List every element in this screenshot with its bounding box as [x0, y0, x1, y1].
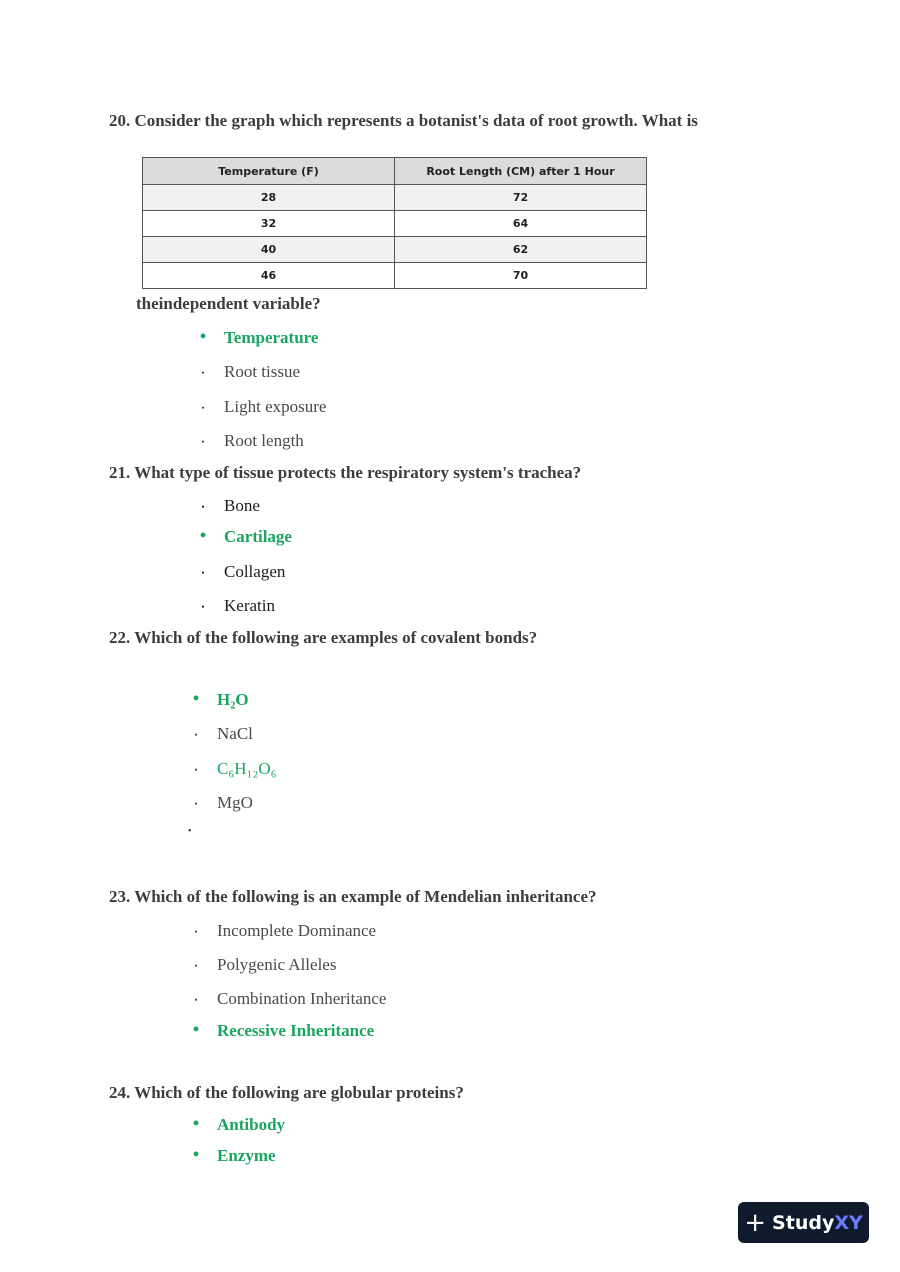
bullet-icon: • — [192, 1113, 200, 1133]
bullet-icon: • — [194, 799, 198, 809]
q22-option-mgo: • MgO — [217, 793, 253, 813]
root-growth-table — [142, 157, 647, 289]
q24-option-antibody: • Antibody — [217, 1115, 285, 1135]
question-text: Consider the graph which represents a botanist's data of root growth. What is — [134, 111, 698, 130]
q22-option-nacl: • NaCl — [217, 724, 253, 744]
q20-option-root-length: • Root length — [224, 431, 304, 451]
question-text: What type of tissue protects the respiratory system's trachea? — [134, 463, 582, 482]
bullet-icon: • — [194, 961, 198, 971]
table-cell: 72 — [395, 185, 647, 211]
table-cell: 62 — [395, 237, 647, 263]
bullet-icon: • — [199, 326, 207, 346]
question-number: 21. — [109, 463, 131, 482]
q24-option-enzyme: • Enzyme — [217, 1146, 276, 1166]
table-cell: 70 — [395, 263, 647, 289]
bullet-icon: • — [201, 502, 205, 512]
table-row — [143, 185, 647, 211]
question-text: Which of the following are examples of covalent bonds? — [134, 628, 538, 647]
q23-option-combination-inheritance: • Combination Inheritance — [217, 989, 386, 1009]
question-number: 20. — [109, 111, 131, 130]
question-24-title — [109, 1083, 464, 1103]
question-text: Which of the following are globular proteins? — [134, 1083, 464, 1102]
q22-option-glucose: • C₆H₁₂O₆ — [217, 759, 277, 779]
table-header-temperature: Temperature (F) — [143, 158, 395, 185]
question-22-title — [109, 628, 537, 648]
q21-option-cartilage: • Cartilage — [224, 527, 292, 547]
table-row — [143, 263, 647, 289]
q20-option-root-tissue: • Root tissue — [224, 362, 300, 382]
brand-name-study: Study — [772, 1211, 835, 1234]
plus-icon: + — [744, 1207, 767, 1238]
table-row — [143, 237, 647, 263]
question-number: 23. — [109, 887, 131, 906]
question-number: 22. — [109, 628, 131, 647]
question-number: 24. — [109, 1083, 131, 1102]
empty-bullet-icon: • — [188, 826, 192, 837]
q23-option-recessive-inheritance: • Recessive Inheritance — [217, 1021, 374, 1041]
table-cell: 40 — [143, 237, 395, 263]
question-23-title — [109, 887, 597, 907]
table-header-root-length: Root Length (CM) after 1 Hour — [395, 158, 647, 185]
q20-option-light-exposure: • Light exposure — [224, 397, 326, 417]
q22-option-h2o: • H₂O — [217, 690, 249, 710]
question-20-title-continued: theindependent variable? — [136, 294, 321, 313]
q23-option-incomplete-dominance: • Incomplete Dominance — [217, 921, 376, 941]
brand-name-xy: XY — [834, 1211, 863, 1234]
q21-option-bone: • Bone — [224, 496, 260, 516]
question-21-title — [109, 463, 581, 483]
bullet-icon: • — [192, 688, 200, 708]
q23-option-polygenic-alleles: • Polygenic Alleles — [217, 955, 336, 975]
bullet-icon: • — [201, 568, 205, 578]
q21-option-collagen: • Collagen — [224, 562, 285, 582]
table-cell: 46 — [143, 263, 395, 289]
q21-option-keratin: • Keratin — [224, 596, 275, 616]
table-row — [143, 211, 647, 237]
table-cell: 28 — [143, 185, 395, 211]
studyxy-logo[interactable] — [738, 1202, 869, 1243]
q20-option-temperature: • Temperature — [224, 328, 318, 348]
bullet-icon: • — [201, 602, 205, 612]
bullet-icon: • — [201, 437, 205, 447]
bullet-icon: • — [192, 1144, 200, 1164]
bullet-icon: • — [192, 1019, 200, 1039]
bullet-icon: • — [201, 403, 205, 413]
table-cell: 64 — [395, 211, 647, 237]
question-20-title — [109, 111, 698, 131]
bullet-icon: • — [194, 765, 198, 775]
bullet-icon: • — [194, 730, 198, 740]
bullet-icon: • — [194, 995, 198, 1005]
table-header-row — [143, 158, 647, 185]
question-text: Which of the following is an example of Mendelian inheritance? — [134, 887, 597, 906]
bullet-icon: • — [199, 525, 207, 545]
table-cell: 32 — [143, 211, 395, 237]
bullet-icon: • — [201, 368, 205, 378]
bullet-icon: • — [194, 927, 198, 937]
